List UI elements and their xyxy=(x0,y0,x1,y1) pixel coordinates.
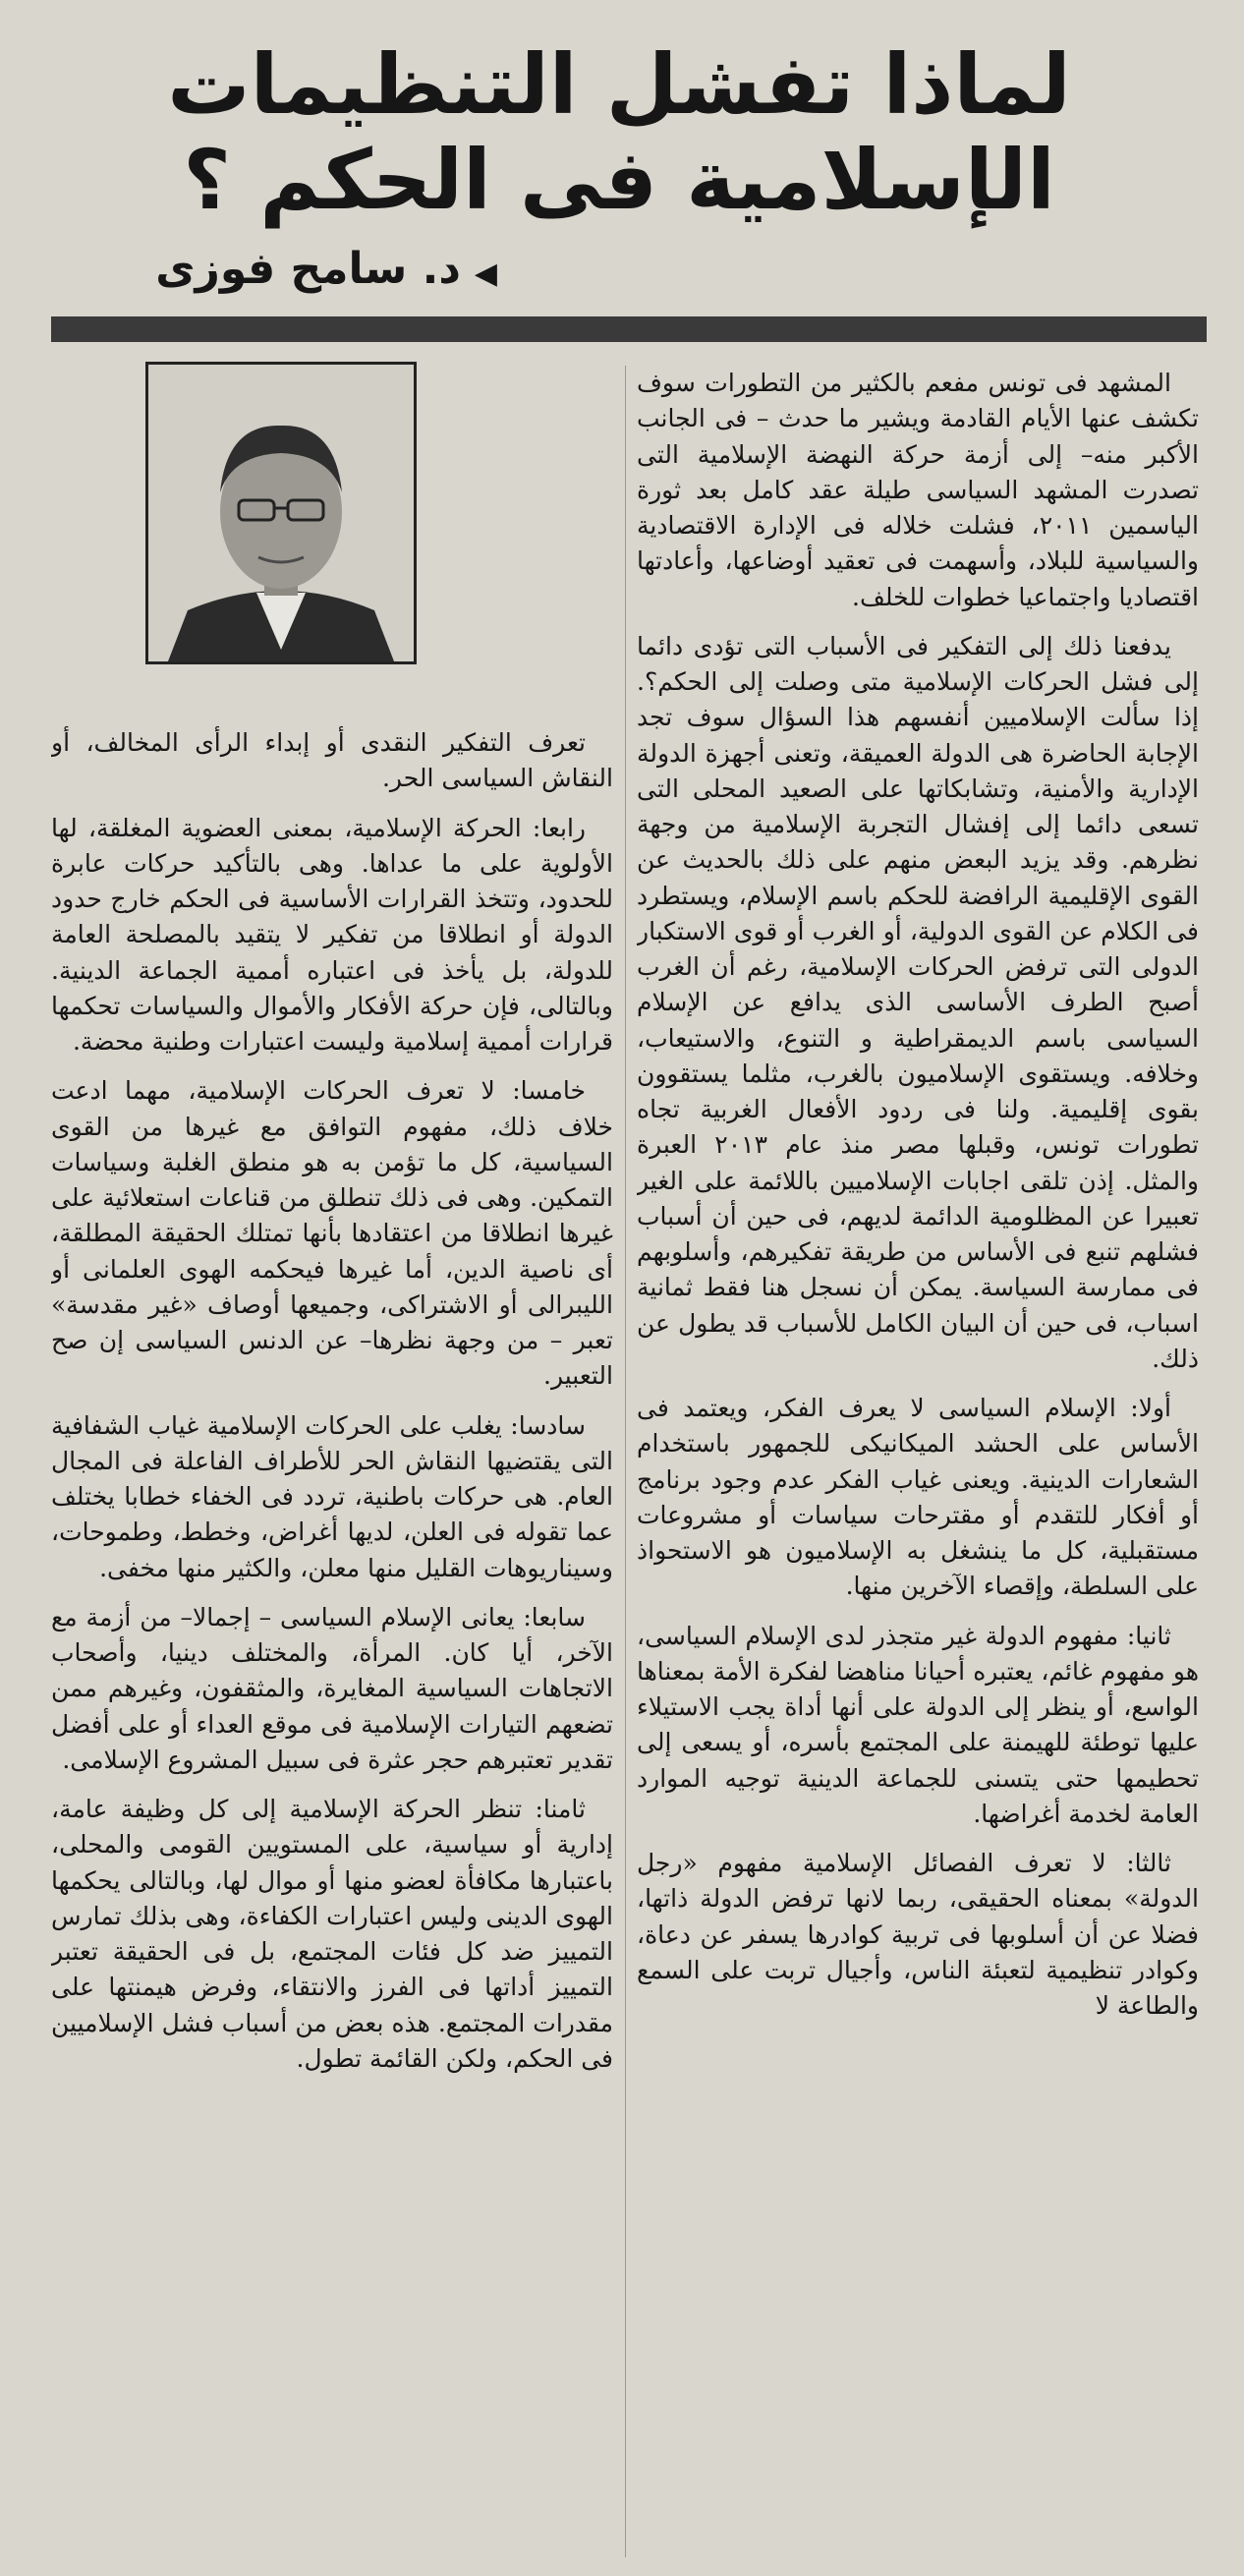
paragraph: رابعا: الحركة الإسلامية، بمعنى العضوية المغلقة، لها الأولوية على ما عداها. وهى بالتأكيد حركات عابرة للحدود، وتتخذ القرارات الأساسية فى الحكم خارج حدود الدولة أو انطلاقا من تفكير لا يتقيد بالمصلحة العامة للدولة، بل يأخذ فى اعتباره أممية الجماعة الدينية. وبالتالى، فإن حركة الأفكار والأموال والسياسات تحكمها قرارات أممية إسلامية وليست اعتبارات وطنية محضة. xyxy=(51,813,613,1056)
paragraph: ثالثا: لا تعرف الفصائل الإسلامية مفهوم «رجل الدولة» بمعناه الحقيقى، ربما لانها ترفض الدولة ذاتها، فضلا عن أن أسلوبها فى تربية كوادرها يسفر عن دعاة، وكوادر تنظيمية لتعبئة الناس، وأجيال تربت على السمع والطاعة لا xyxy=(637,1849,1199,2020)
byline xyxy=(85,244,497,296)
paragraph: يدفعنا ذلك إلى التفكير فى الأسباب التى تؤدى دائما إلى فشل الحركات الإسلامية متى وصلت إلى الحكم؟. إذا سألت الإسلاميين أنفسهم هذا السؤال سوف تجد الإجابة الحاضرة هى الدولة العميقة، وتعنى أجهزة الدولة الإدارية والأمنية، وتشابكاتها على الصعيد المحلى التى تسعى دائما إلى إفشال التجربة الإسلامية من وجهة نظرهم. وقد يزيد البعض منهم على ذلك بالحديث عن القوى الإقليمية الرافضة للحكم باسم الإسلام، ويستطرد فى الكلام عن القوى الدولية، أو الغرب أو قوى الاستكبار الدولى التى ترفض الحركات الإسلامية، رغم أن الغرب أصبح الطرف الأساسى الذى يدافع عن الإسلام السياسى باسم الديمقراطية و التنوع، والاستيعاب، وخلافه. ويستقوى الإسلاميون بالغرب، مثلما يستقوون بقوى إقليمية. ولنا فى ردود الأفعال الغربية تجاه تطورات تونس، وقبلها مصر منذ عام ٢٠١٣ العبرة والمثل. إذن تلقى اجابات الإسلاميين باللائمة على الغير تعبيرا عن المظلومية الدائمة لديهم، فى حين أن أسباب فشلهم تنبع فى الأساس من طريقة تفكيرهم، وأسلوبهم فى ممارسة السياسة. يمكن أن نسجل هنا فقط ثمانية اسباب، فى حين أن البيان الكامل للأسباب قد يطول عن ذلك. xyxy=(637,631,1199,1373)
column-divider xyxy=(625,366,626,2557)
paragraph: سابعا: يعانى الإسلام السياسى – إجمالا– من أزمة مع الآخر، أيا كان. المرأة، والمختلف دينيا، وأصحاب الاتجاهات السياسية المغايرة، والمثقفون، وغيرهم ممن تضعهم التيارات الإسلامية فى موقع العداء أو على أفضل تقدير تعتبرهم حجر عثرة فى سبيل المشروع الإسلامى. xyxy=(51,1602,613,1774)
headline: لماذا تفشل التنظيمات الإسلامية فى الحكم ؟ xyxy=(167,36,1071,228)
author-name: د. سامح فوزى xyxy=(155,244,461,294)
paragraph: المشهد فى تونس مفعم بالكثير من التطورات سوف تكشف عنها الأيام القادمة ويشير ما حدث – فى الجانب الأكبر منه– إلى أزمة حركة النهضة الإسلامية التى تصدرت المشهد السياسى طيلة عقد كامل بعد ثورة الياسمين ٢٠١١، فشلت خلاله فى الإدارة الاقتصادية والسياسية للبلاد، وأسهمت فى تعقيد أوضاعها، وأعادتها اقتصاديا واجتماعيا خطوات للخلف. xyxy=(637,369,1199,611)
header-rule xyxy=(51,316,1207,342)
paragraph: ثانيا: مفهوم الدولة غير متجذر لدى الإسلام السياسى، هو مفهوم غائم، يعتبره أحيانا مناهضا لفكرة الأمة بمعناها الواسع، أو ينظر إلى الدولة على أنها أداة يجب الاستيلاء عليها توطئة للهيمنة على المجتمع بأسره، أو يسعى إلى تحطيمها حتى يتسنى للجماعة الدينية توجيه الموارد العامة لخدمة أغراضها. xyxy=(637,1621,1199,1828)
author-portrait-icon xyxy=(148,365,414,661)
author-photo xyxy=(145,362,417,664)
triangle-left-icon: ◀ xyxy=(474,257,497,291)
paragraph: سادسا: يغلب على الحركات الإسلامية غياب الشفافية التى يقتضيها النقاش الحر للأطراف الفاعلة فى المجال العام. هى حركات باطنية، تردد فى الخفاء خطابا يختلف عما تقوله فى العلن، لديها أغراض، وخطط، وطموحات، وسيناريوهات القليل منها معلن، والكثير منها مخفى. xyxy=(51,1410,613,1582)
article-column-left xyxy=(51,725,613,2563)
paragraph: أولا: الإسلام السياسى لا يعرف الفكر، ويعتمد فى الأساس على الحشد الميكانيكى للجمهور باستخدام الشعارات الدينية. ويعنى غياب الفكر عدم وجود برنامج أو أفكار للتقدم أو مقترحات سياسات أو مشروعات مستقبلية، كل ما ينشغل به الإسلاميون هو الاستحواذ على السلطة، وإقصاء الآخرين منها. xyxy=(637,1394,1199,1601)
paragraph: ثامنا: تنظر الحركة الإسلامية إلى كل وظيفة عامة، إدارية أو سياسية، على المستويين القومى والمحلى، باعتبارها مكافأة لعضو منها أو موال لها، وبالتالى يحكمها الهوى الدينى وليس اعتبارات الكفاءة، وهى بذلك تمارس التمييز ضد كل فئات المجتمع، بل فى الحقيقة تعتبر التمييز أداتها فى الفرز والانتقاء، وفرض هيمنتها على مقدرات المجتمع. هذه بعض من أسباب فشل الإسلاميين فى الحكم، ولكن القائمة تطول. xyxy=(51,1795,613,2073)
article-column-right xyxy=(637,366,1199,2557)
paragraph: تعرف التفكير النقدى أو إبداء الرأى المخالف، أو النقاش السياسى الحر. xyxy=(51,728,613,793)
paragraph: خامسا: لا تعرف الحركات الإسلامية، مهما ادعت خلاف ذلك، مفهوم التوافق مع غيرها من القوى السياسية، كل ما تؤمن به هو منطق الغلبة وسياسات التمكين. وهى فى ذلك تنطلق من قناعات استعلائية على غيرها انطلاقا من اعتقادها بأنها تمتلك الحقيقة المطلقة، أى ناصية الدين، أما غيرها فيحكمه الهوى العلمانى أو الليبرالى أو الاشتراكى، وجميعها أوصاف «غير مقدسة» تعبر – من وجهة نظرها– عن الدنس السياسى إن صح التعبير. xyxy=(51,1076,613,1391)
